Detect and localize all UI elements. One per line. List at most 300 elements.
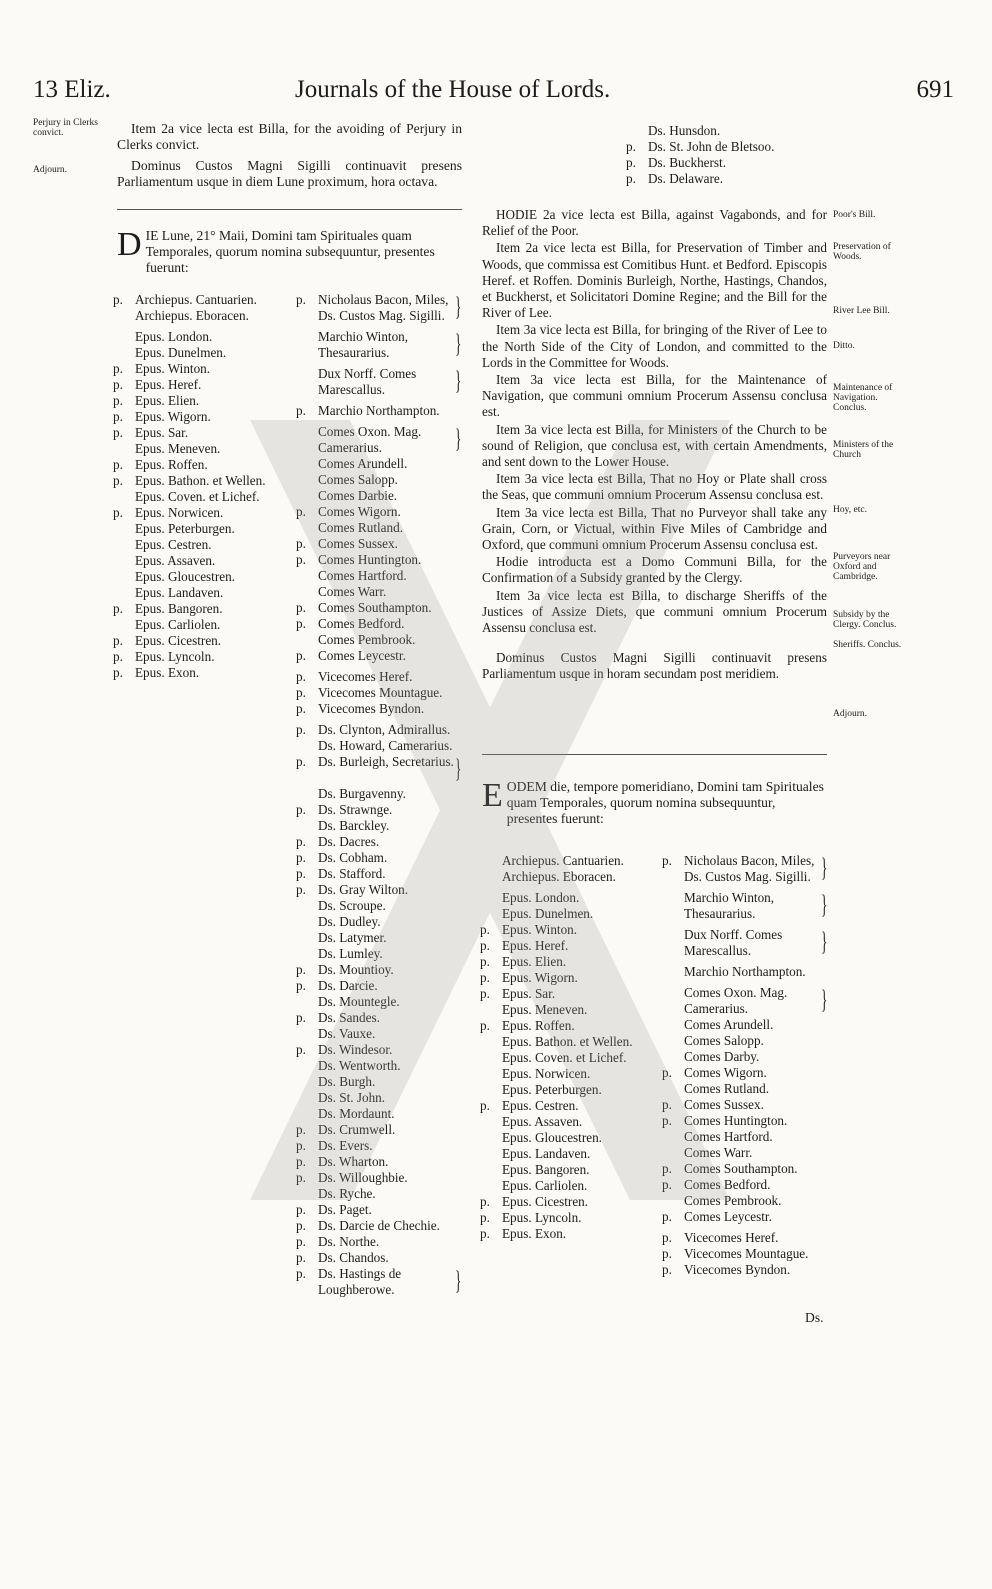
attendance-list-spiritual (113, 292, 298, 681)
attendee-entry (480, 1178, 665, 1194)
sitting-text: ODEM die, tempore pomeridiano, Domini tam Spirituales quam Temporales, quorum nomina subsequuntur, presentes fuerunt: (506, 779, 824, 826)
attendee-entry (296, 1186, 466, 1202)
margin-note: Ditto. (833, 341, 855, 351)
presence-mark: p. (296, 552, 306, 567)
attendee-entry (296, 786, 466, 802)
attendee-name: Epus. Roffen. (135, 457, 208, 472)
attendee-entry (296, 898, 466, 914)
presence-mark: p. (296, 1138, 306, 1153)
attendee-entry (296, 424, 464, 456)
brace-mark: } (454, 292, 461, 321)
presence-mark: p. (480, 954, 490, 969)
attendee-entry (296, 600, 466, 616)
presence-mark: p. (662, 1161, 672, 1176)
entry-paragraph: Item 3a vice lecta est Billa, That no Hoy or Plate shall cross the Seas, que communi omnium Procerum Assensu conclusa est. (482, 471, 827, 503)
attendee-name: Ds. Strawnge. (318, 802, 393, 817)
attendee-entry (113, 665, 298, 681)
attendee-name: Ds. Hastings de Loughberowe. (318, 1266, 402, 1297)
attendee-name: Epus. Landaven. (135, 585, 224, 600)
attendee-name: Epus. Landaven. (502, 1146, 591, 1161)
margin-note: Adjourn. (833, 709, 868, 719)
presence-mark: p. (113, 292, 123, 307)
presence-mark: p. (113, 457, 123, 472)
presence-mark: p. (662, 1246, 672, 1261)
attendee-name: Ds. Dacres. (318, 834, 380, 849)
attendee-entry (113, 617, 298, 633)
presence-mark: p. (626, 171, 636, 186)
attendee-name: Comes Warr. (684, 1145, 753, 1160)
margin-note: Subsidy by the Clergy. Conclus. (833, 610, 897, 630)
entry-paragraph: Item 3a vice lecta est Billa, That no Purveyor shall take any Grain, Corn, or Victual, within Five Miles of Cambridge and Oxford, que communi omnium Procerum Assensu conclusa est. (482, 504, 827, 553)
attendee-entry (480, 1146, 665, 1162)
presence-mark: p. (296, 978, 306, 993)
presence-mark: p. (113, 665, 123, 680)
attendee-name: Comes Southampton. (318, 600, 432, 615)
attendee-entry (296, 1090, 466, 1106)
attendee-name: Ds. Mountegle. (318, 994, 400, 1009)
drop-cap: E (482, 777, 503, 814)
attendee-entry (480, 1002, 665, 1018)
attendee-entry (296, 488, 466, 504)
attendee-entry (296, 834, 466, 850)
attendee-name: Comes Southampton. (684, 1161, 798, 1176)
attendee-name: Comes Darby. (684, 1049, 760, 1064)
presence-mark: p. (113, 601, 123, 616)
attendee-entry (113, 425, 298, 441)
attendee-name: Ds. Wharton. (318, 1154, 389, 1169)
attendee-entry (296, 685, 466, 701)
attendee-entry (296, 1074, 466, 1090)
attendee-name: Epus. Cestren. (502, 1098, 579, 1113)
presence-mark: p. (296, 1042, 306, 1057)
attendee-entry (480, 1098, 665, 1114)
presence-mark: p. (662, 1097, 672, 1112)
attendee-entry (480, 1050, 665, 1066)
attendee-name: Ds. Sandes. (318, 1010, 380, 1025)
attendee-entry (296, 616, 466, 632)
attendee-name: Epus. Bangoren. (135, 601, 223, 616)
attendee-name: Comes Leycestr. (318, 648, 406, 663)
sitting-heading-afternoon (482, 779, 827, 827)
attendee-name: Ds. Willoughbie. (318, 1170, 408, 1185)
attendee-name: Ds. Barckley. (318, 818, 390, 833)
attendee-name: Ds. Hunsdon. (648, 123, 721, 138)
presence-mark: p. (480, 922, 490, 937)
attendee-entry (480, 1226, 665, 1242)
entry-paragraph: Item 2a vice lecta est Billa, for the avoiding of Perjury in Clerks convict. (117, 121, 462, 152)
presence-mark: p. (626, 139, 636, 154)
presence-mark: p. (113, 409, 123, 424)
margin-note: Hoy, etc. (833, 505, 867, 515)
attendee-name: Ds. Latymer. (318, 930, 387, 945)
attendee-name: Ds. Paget. (318, 1202, 372, 1217)
attendee-entry (296, 669, 466, 685)
attendee-entry (296, 930, 466, 946)
attendee-entry (296, 1170, 466, 1186)
attendee-entry (662, 964, 832, 980)
presence-mark: p. (296, 882, 306, 897)
attendee-name: Ds. Chandos. (318, 1250, 389, 1265)
attendee-name: Vicecomes Heref. (318, 669, 413, 684)
attendee-entry (296, 1010, 466, 1026)
attendee-name: Epus. Cestren. (135, 537, 212, 552)
attendee-name: Epus. Sar. (502, 986, 556, 1001)
attendee-entry (662, 985, 830, 1017)
opening-entries (117, 121, 462, 195)
attendee-entry (662, 890, 830, 922)
attendee-name: Dux Norff. Comes Marescallus. (684, 927, 783, 958)
margin-note: Poor's Bill. (833, 210, 876, 220)
attendee-entry (662, 1246, 832, 1262)
presence-mark: p. (296, 834, 306, 849)
attendee-name: Epus. Wigorn. (502, 970, 578, 985)
attendee-entry (113, 633, 298, 649)
entry-paragraph: Item 3a vice lecta est Billa, for bringing of the River of Lee to the North Side of the City of London, and committed to the Lords in the Committee for Woods. (482, 322, 827, 370)
attendee-entry (296, 1250, 466, 1266)
attendance-list-continued (626, 123, 826, 187)
attendee-name: Ds. Evers. (318, 1138, 373, 1153)
attendee-name: Ds. Vauxe. (318, 1026, 376, 1041)
attendee-name: Comes Rutland. (684, 1081, 769, 1096)
attendee-entry (480, 1034, 665, 1050)
attendee-entry (113, 585, 298, 601)
attendee-entry (296, 1266, 464, 1298)
attendee-entry (296, 946, 466, 962)
attendee-name: Ds. Clynton, Admirallus. (318, 722, 451, 737)
attendee-name: Comes Pembrook. (684, 1193, 782, 1208)
presence-mark: p. (662, 1177, 672, 1192)
attendee-entry (662, 1145, 832, 1161)
presence-mark: p. (296, 1202, 306, 1217)
presence-mark: p. (480, 970, 490, 985)
presence-mark: p. (296, 669, 306, 684)
presence-mark: p. (113, 633, 123, 648)
attendee-name: Comes Rutland. (318, 520, 403, 535)
attendee-name: Ds. Darcie. (318, 978, 378, 993)
attendee-name: Epus. Heref. (502, 938, 569, 953)
entry-paragraph: Item 3a vice lecta est Billa, for Ministers of the Church to be sound of Religion, que conclusa est, with certain Amendments, and sent down to the Lower House. (482, 421, 827, 470)
presence-mark: p. (296, 504, 306, 519)
attendee-name: Vicecomes Byndon. (684, 1262, 791, 1277)
brace-mark: } (454, 329, 461, 358)
attendee-name: Ds. Lumley. (318, 946, 383, 961)
attendee-name: Epus. Sar. (135, 425, 189, 440)
presence-mark: p. (296, 292, 306, 307)
presence-mark: p. (296, 403, 306, 418)
presence-mark: p. (296, 685, 306, 700)
attendee-name: Comes Bedford. (318, 616, 405, 631)
attendee-entry (480, 1018, 665, 1034)
presence-mark: p. (296, 850, 306, 865)
attendee-name: Comes Arundell. (684, 1017, 774, 1032)
attendee-entry (480, 1162, 665, 1178)
attendee-name: Ds. St. John de Bletsoo. (648, 139, 775, 154)
section-rule (482, 754, 827, 755)
attendee-name: Epus. Winton. (135, 361, 211, 376)
attendee-name: Epus. Carliolen. (502, 1178, 588, 1193)
presence-mark: p. (480, 1018, 490, 1033)
brace-mark: } (820, 890, 827, 919)
attendee-entry (296, 818, 466, 834)
attendee-entry (662, 1065, 832, 1081)
attendee-entry (113, 489, 298, 505)
attendee-name: Ds. Scroupe. (318, 898, 386, 913)
presence-mark: p. (296, 1010, 306, 1025)
presence-mark: p. (113, 393, 123, 408)
attendee-entry (296, 722, 466, 738)
attendee-entry (113, 649, 298, 665)
attendee-entry (662, 1081, 832, 1097)
attendee-name: Vicecomes Mountague. (318, 685, 443, 700)
attendee-entry (480, 869, 665, 885)
attendee-name: Archiepus. Eboracen. (502, 869, 616, 884)
attendee-name: Vicecomes Heref. (684, 1230, 779, 1245)
catchword: Ds. (805, 1310, 824, 1325)
brace-mark: } (820, 985, 827, 1014)
attendee-name: Ds. Cobham. (318, 850, 388, 865)
sitting-text: IE Lune, 21° Maii, Domini tam Spirituales quam Temporales, quorum nomina subsequuntur, presentes fuerunt: (145, 228, 435, 275)
attendee-entry (296, 1058, 466, 1074)
bill-entries (482, 207, 827, 684)
presence-mark: p. (113, 473, 123, 488)
attendee-entry (480, 1066, 665, 1082)
presence-mark: p. (296, 648, 306, 663)
presence-mark: p. (296, 1266, 306, 1281)
attendee-name: Epus. Norwicen. (135, 505, 224, 520)
attendee-entry (113, 553, 298, 569)
attendee-name: Epus. Wigorn. (135, 409, 211, 424)
attendee-name: Epus. Meneven. (135, 441, 221, 456)
attendee-name: Epus. Gloucestren. (502, 1130, 602, 1145)
attendee-entry (296, 1218, 466, 1234)
attendee-entry (480, 938, 665, 954)
attendee-name: Comes Sussex. (684, 1097, 764, 1112)
attendee-entry (480, 1130, 665, 1146)
attendee-name: Archiepus. Cantuarien. (135, 292, 257, 307)
presence-mark: p. (296, 1122, 306, 1137)
attendee-entry (113, 292, 298, 308)
attendee-name: Marchio Northampton. (318, 403, 440, 418)
presence-mark: p. (662, 1065, 672, 1080)
attendee-entry (480, 922, 665, 938)
attendee-entry (296, 1138, 466, 1154)
attendee-name: Epus. Assaven. (502, 1114, 583, 1129)
attendee-entry (480, 986, 665, 1002)
attendee-entry (296, 1122, 466, 1138)
attendee-entry (296, 1202, 466, 1218)
attendee-name: Ds. Wentworth. (318, 1058, 401, 1073)
entry-paragraph: Item 2a vice lecta est Billa, for Preservation of Timber and Woods, que commissa est Comitibus Hunt. et Bedford. Episcopis Heref. et Roffen. Dominis Burleigh, Northe, Hastings, Chandos, et Buckherst, et Solicitatori Domine Regine; and the Bill for the River of Lee. (482, 240, 827, 321)
attendee-entry (296, 552, 466, 568)
attendee-name: Archiepus. Cantuarien. (502, 853, 624, 868)
attendee-entry (296, 994, 466, 1010)
attendee-entry (662, 1262, 832, 1278)
presence-mark: p. (480, 1098, 490, 1113)
attendee-entry (113, 393, 298, 409)
attendee-entry (296, 1234, 466, 1250)
attendee-name: Epus. Peterburgen. (135, 521, 235, 536)
attendee-name: Ds. Northe. (318, 1234, 380, 1249)
presence-mark: p. (296, 1170, 306, 1185)
attendee-entry (296, 738, 466, 754)
presence-mark: p. (296, 962, 306, 977)
attendee-entry (296, 701, 466, 717)
attendee-entry (662, 1049, 832, 1065)
presence-mark: p. (296, 1154, 306, 1169)
entry-paragraph: Item 3a vice lecta est Billa, for the Maintenance of Navigation, que communi omnium Procerum Assensu conclusa est. (482, 372, 827, 420)
margin-note: River Lee Bill. (833, 306, 890, 316)
attendee-entry (662, 853, 830, 885)
attendee-name: Epus. Dunelmen. (135, 345, 227, 360)
attendee-name: Ds. Mountioy. (318, 962, 394, 977)
attendee-name: Archiepus. Eboracen. (135, 308, 249, 323)
attendee-name: Nicholaus Bacon, Miles, Ds. Custos Mag. Sigilli. (318, 292, 449, 323)
attendee-entry (296, 329, 464, 361)
attendee-name: Epus. Dunelmen. (502, 906, 594, 921)
attendee-entry (296, 850, 466, 866)
presence-mark: p. (480, 986, 490, 1001)
presence-mark: p. (296, 536, 306, 551)
brace-mark: } (820, 927, 827, 956)
attendee-entry (296, 882, 466, 898)
attendee-entry (113, 361, 298, 377)
presence-mark: p. (296, 722, 306, 737)
attendee-entry (296, 648, 466, 664)
entry-paragraph: Hodie introducta est a Domo Communi Billa, for the Confirmation of a Subsidy granted by the Clergy. (482, 554, 827, 586)
margin-note: Maintenance of Navigation. Conclus. (833, 383, 893, 413)
attendee-name: Epus. Carliolen. (135, 617, 221, 632)
presence-mark: p. (296, 616, 306, 631)
attendee-entry (662, 1161, 832, 1177)
attendee-name: Epus. Bathon. et Wellen. (135, 473, 266, 488)
attendee-name: Comes Leycestr. (684, 1209, 772, 1224)
attendee-name: Ds. Darcie de Chechie. (318, 1218, 440, 1233)
attendee-entry (480, 890, 665, 906)
attendee-name: Ds. Crumwell. (318, 1122, 396, 1137)
attendee-entry (662, 1177, 832, 1193)
attendee-name: Epus. Lyncoln. (502, 1210, 582, 1225)
attendee-name: Epus. Coven. et Lichef. (502, 1050, 627, 1065)
presence-mark: p. (662, 1113, 672, 1128)
presence-mark: p. (113, 361, 123, 376)
attendee-name: Comes Pembrook. (318, 632, 416, 647)
attendee-name: Comes Bedford. (684, 1177, 771, 1192)
attendee-entry (662, 1113, 832, 1129)
presence-mark: p. (296, 1218, 306, 1233)
attendee-entry (626, 123, 826, 139)
margin-note: Perjury in Clerks convict. (33, 118, 98, 138)
attendee-name: Comes Wigorn. (684, 1065, 767, 1080)
presence-mark: p. (480, 1194, 490, 1209)
attendee-entry (296, 1154, 466, 1170)
attendee-entry (296, 292, 464, 324)
attendee-entry (626, 171, 826, 187)
attendee-name: Epus. Elien. (502, 954, 567, 969)
entry-paragraph: Dominus Custos Magni Sigilli continuavit presens Parliamentum usque in horam secundam post meridiem. (482, 650, 827, 682)
presence-mark: p. (662, 853, 672, 868)
attendee-name: Comes Salopp. (684, 1033, 764, 1048)
attendee-name: Ds. Mordaunt. (318, 1106, 395, 1121)
attendee-name: Ds. Buckherst. (648, 155, 727, 170)
attendee-name: Ds. Windesor. (318, 1042, 393, 1057)
attendee-entry (662, 1230, 832, 1246)
attendance-list-spiritual-pm (480, 853, 665, 1242)
margin-note: Preservation of Woods. (833, 242, 891, 262)
attendee-name: Comes Huntington. (684, 1113, 788, 1128)
attendee-name: Comes Huntington. (318, 552, 422, 567)
attendee-name: Comes Oxon. Mag. Camerarius. (684, 985, 788, 1016)
attendee-name: Ds. Burleigh, Secretarius. (318, 754, 454, 769)
attendee-entry (113, 345, 298, 361)
presence-mark: p. (113, 649, 123, 664)
attendee-entry (113, 329, 298, 345)
attendee-name: Epus. Bathon. et Wellen. (502, 1034, 633, 1049)
attendee-entry (296, 568, 466, 584)
attendee-entry (296, 456, 466, 472)
attendee-entry (480, 970, 665, 986)
sitting-heading (117, 228, 462, 276)
attendee-entry (296, 1026, 466, 1042)
page-header (0, 76, 992, 116)
attendee-entry (662, 927, 830, 959)
attendee-name: Epus. Heref. (135, 377, 202, 392)
attendee-name: Comes Salopp. (318, 472, 398, 487)
attendee-entry (296, 632, 466, 648)
presence-mark: p. (662, 1209, 672, 1224)
attendee-name: Comes Wigorn. (318, 504, 401, 519)
attendee-entry (113, 457, 298, 473)
attendee-name: Epus. Exon. (502, 1226, 567, 1241)
attendee-name: Epus. Coven. et Lichef. (135, 489, 260, 504)
attendee-name: Epus. Peterburgen. (502, 1082, 602, 1097)
margin-note: Adjourn. (33, 165, 68, 175)
attendee-entry (296, 504, 466, 520)
attendee-name: Ds. Delaware. (648, 171, 724, 186)
attendee-name: Comes Oxon. Mag. Camerarius. (318, 424, 422, 455)
brace-mark: } (454, 754, 461, 783)
attendee-entry (296, 962, 466, 978)
presence-mark: p. (662, 1262, 672, 1277)
attendee-name: Epus. London. (502, 890, 580, 905)
margin-note: Purveyors near Oxford and Cambridge. (833, 552, 891, 582)
section-rule (117, 209, 462, 210)
attendee-entry (296, 520, 466, 536)
attendee-name: Comes Hartford. (318, 568, 407, 583)
attendee-entry (480, 1210, 665, 1226)
attendee-entry (296, 403, 466, 419)
attendance-list-temporal (296, 292, 466, 1298)
attendee-entry (113, 377, 298, 393)
attendee-entry (662, 1129, 832, 1145)
attendee-entry (113, 409, 298, 425)
attendee-name: Epus. Gloucestren. (135, 569, 235, 584)
attendee-name: Ds. Gray Wilton. (318, 882, 409, 897)
presence-mark: p. (480, 1226, 490, 1241)
attendee-name: Ds. Ryche. (318, 1186, 376, 1201)
entry-paragraph: HODIE 2a vice lecta est Billa, against Vagabonds, and for Relief of the Poor. (482, 207, 827, 239)
attendee-entry (480, 954, 665, 970)
presence-mark: p. (626, 155, 636, 170)
attendee-entry (662, 1097, 832, 1113)
attendee-entry (296, 1106, 466, 1122)
margin-note: Sheriffs. Conclus. (833, 640, 902, 650)
attendee-entry (113, 601, 298, 617)
presence-mark: p. (296, 600, 306, 615)
brace-mark: } (454, 424, 461, 453)
attendee-name: Epus. Cicestren. (502, 1194, 589, 1209)
attendee-entry (296, 978, 466, 994)
attendee-entry (662, 1209, 832, 1225)
